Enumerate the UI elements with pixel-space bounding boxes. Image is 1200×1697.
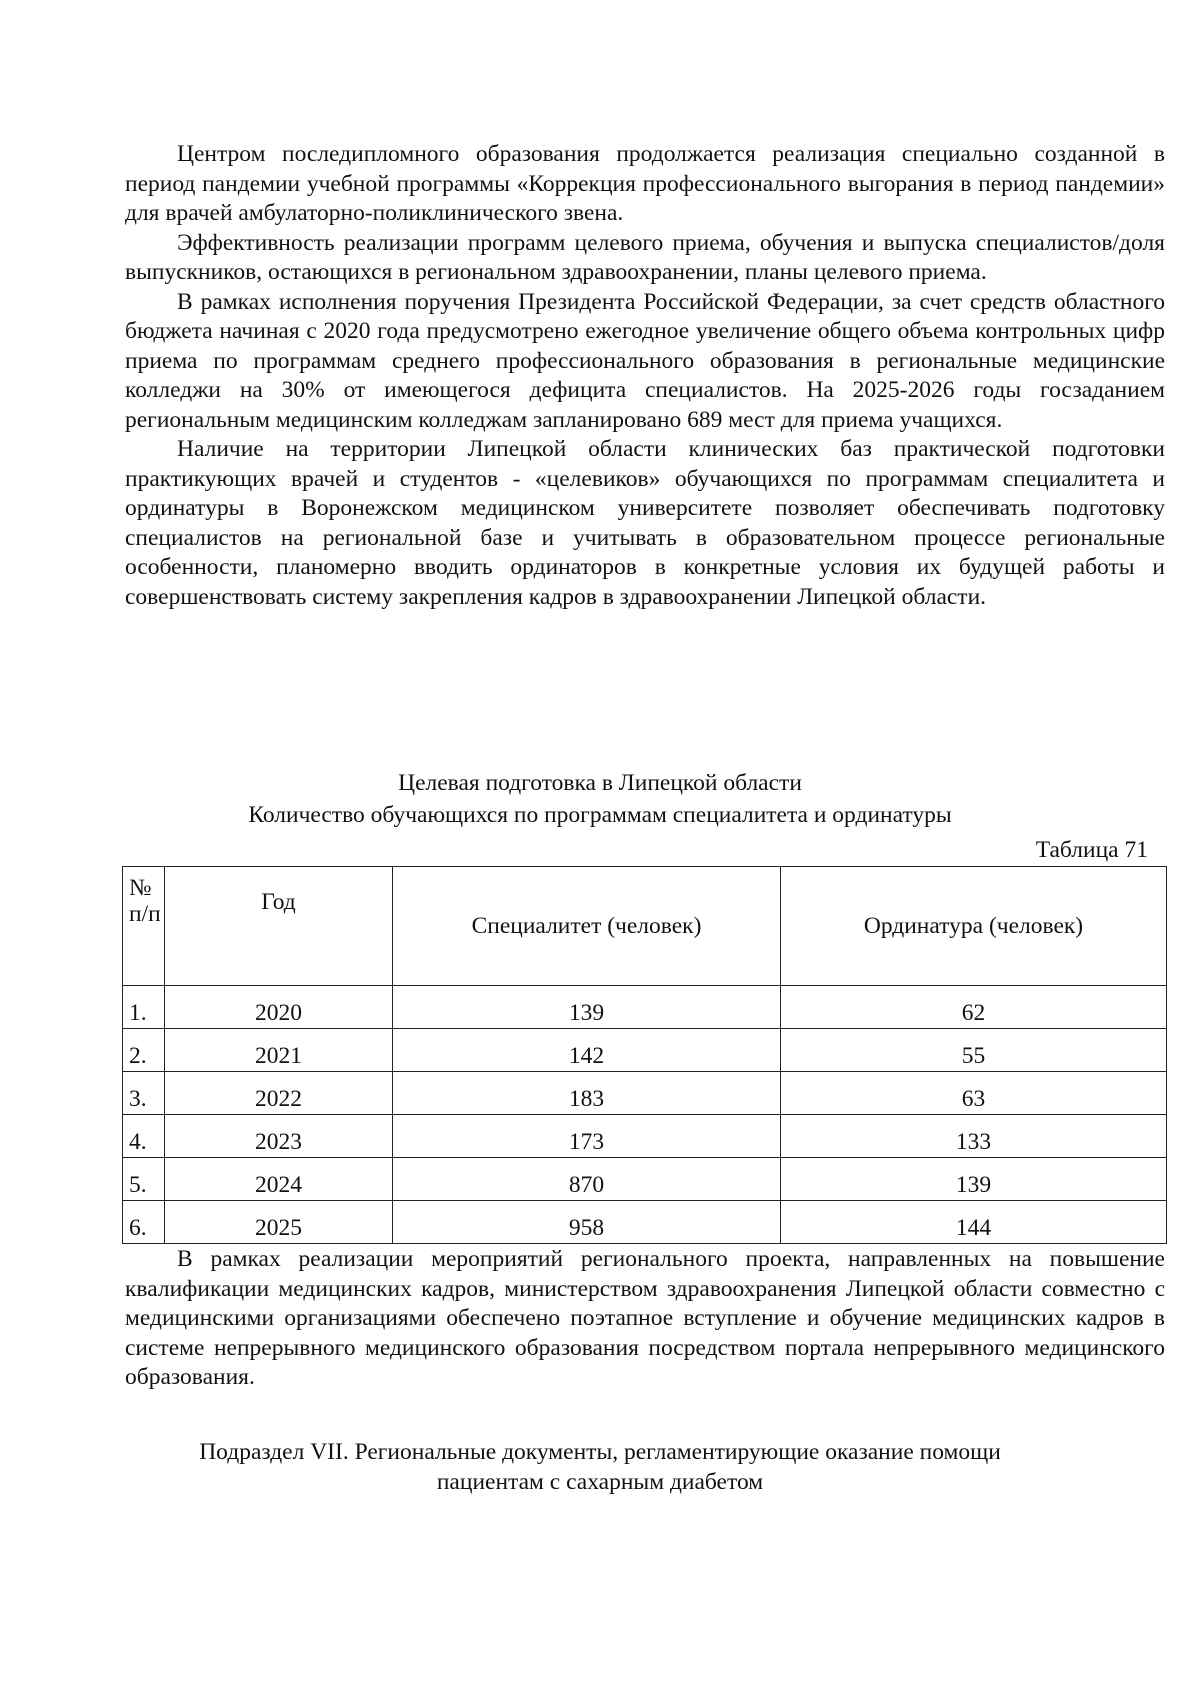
row-residency-count: 55 — [781, 1029, 1167, 1072]
table-subtitle: Количество обучающихся по программам специалитета и ординатуры — [248, 802, 952, 828]
row-year: 2021 — [165, 1029, 393, 1072]
row-number: 5. — [123, 1158, 165, 1201]
table-title: Целевая подготовка в Липецкой области — [398, 770, 802, 796]
table-row — [123, 1072, 1167, 1115]
row-specialty-count: 958 — [393, 1201, 781, 1244]
row-residency-count: 144 — [781, 1201, 1167, 1244]
row-number: 6. — [123, 1201, 165, 1244]
table-row — [123, 1029, 1167, 1072]
row-year: 2023 — [165, 1115, 393, 1158]
subsection-heading-line-2: пациентам с сахарным диабетом — [436, 1469, 764, 1495]
row-residency-count: 133 — [781, 1115, 1167, 1158]
subsection-heading-line-1: Подраздел VII. Региональные документы, регламентирующие оказание помощи — [199, 1439, 1001, 1465]
header-year: Год — [165, 867, 393, 986]
header-number: № п/п — [123, 867, 165, 986]
row-number: 3. — [123, 1072, 165, 1115]
paragraph-target-admission-efficiency: Эффективность реализации программ целевого приема, обучения и выпуска специалистов/доля выпускников, остающихся в региональном здравоохранении, планы целевого приема. — [125, 229, 1165, 285]
row-year: 2025 — [165, 1201, 393, 1244]
header-specialty: Специалитет (человек) — [393, 867, 781, 986]
table-row — [123, 1115, 1167, 1158]
row-specialty-count: 870 — [393, 1158, 781, 1201]
subsection-heading — [0, 1437, 1200, 1497]
body-text-bottom — [125, 1245, 1165, 1393]
table-header-row — [123, 867, 1167, 986]
table-row — [123, 986, 1167, 1029]
row-residency-count: 139 — [781, 1158, 1167, 1201]
row-number: 4. — [123, 1115, 165, 1158]
row-specialty-count: 142 — [393, 1029, 781, 1072]
header-residency: Ординатура (человек) — [781, 867, 1167, 986]
paragraph-regional-project: В рамках реализации мероприятий регионального проекта, направленных на повышение квалификации медицинских кадров, министерством здравоохранения Липецкой области совместно с медицинскими организациями обеспечено поэтапное вступление и обучение медицинских кадров в системе непрерывного медицинского образования посредством портала непрерывного медицинского образования. — [125, 1246, 1165, 1390]
target-training-table — [122, 866, 1167, 1244]
paragraph-clinical-bases: Наличие на территории Липецкой области клинических баз практической подготовки практикующих врачей и студентов - «целевиков» обучающихся по программам специалитета и ординатуры в Воронежском медицинском университете позволяет обеспечивать подготовку специалистов на региональной базе и учитывать в образовательном процессе региональные особенности, планомерно вводить ординаторов в конкретные условия их будущей работы и совершенствовать систему закрепления кадров в здравоохранении Липецкой области. — [125, 436, 1165, 610]
row-year: 2022 — [165, 1072, 393, 1115]
body-text-top — [125, 140, 1165, 612]
row-number: 2. — [123, 1029, 165, 1072]
paragraph-presidential-order: В рамках исполнения поручения Президента Российской Федерации, за счет средств областного бюджета начиная с 2020 года предусмотрено ежегодное увеличение общего объема контрольных цифр приема по программам среднего профессионального образования в региональные медицинские колледжи на 30% от имеющегося дефицита специалистов. На 2025-2026 годы госзаданием региональным медицинским колледжам запланировано 689 мест для приема учащихся. — [125, 288, 1165, 433]
row-year: 2020 — [165, 986, 393, 1029]
table-row — [123, 1158, 1167, 1201]
table-number-label: Таблица 71 — [1035, 837, 1148, 863]
row-residency-count: 62 — [781, 986, 1167, 1029]
row-specialty-count: 139 — [393, 986, 781, 1029]
row-year: 2024 — [165, 1158, 393, 1201]
paragraph-postgraduate-program: Центром последипломного образования продолжается реализация специально созданной в период пандемии учебной программы «Коррекция профессионального выгорания в период пандемии» для врачей амбулаторно-поликлинического звена. — [125, 141, 1165, 226]
row-number: 1. — [123, 986, 165, 1029]
row-specialty-count: 183 — [393, 1072, 781, 1115]
row-residency-count: 63 — [781, 1072, 1167, 1115]
table-row — [123, 1201, 1167, 1244]
row-specialty-count: 173 — [393, 1115, 781, 1158]
